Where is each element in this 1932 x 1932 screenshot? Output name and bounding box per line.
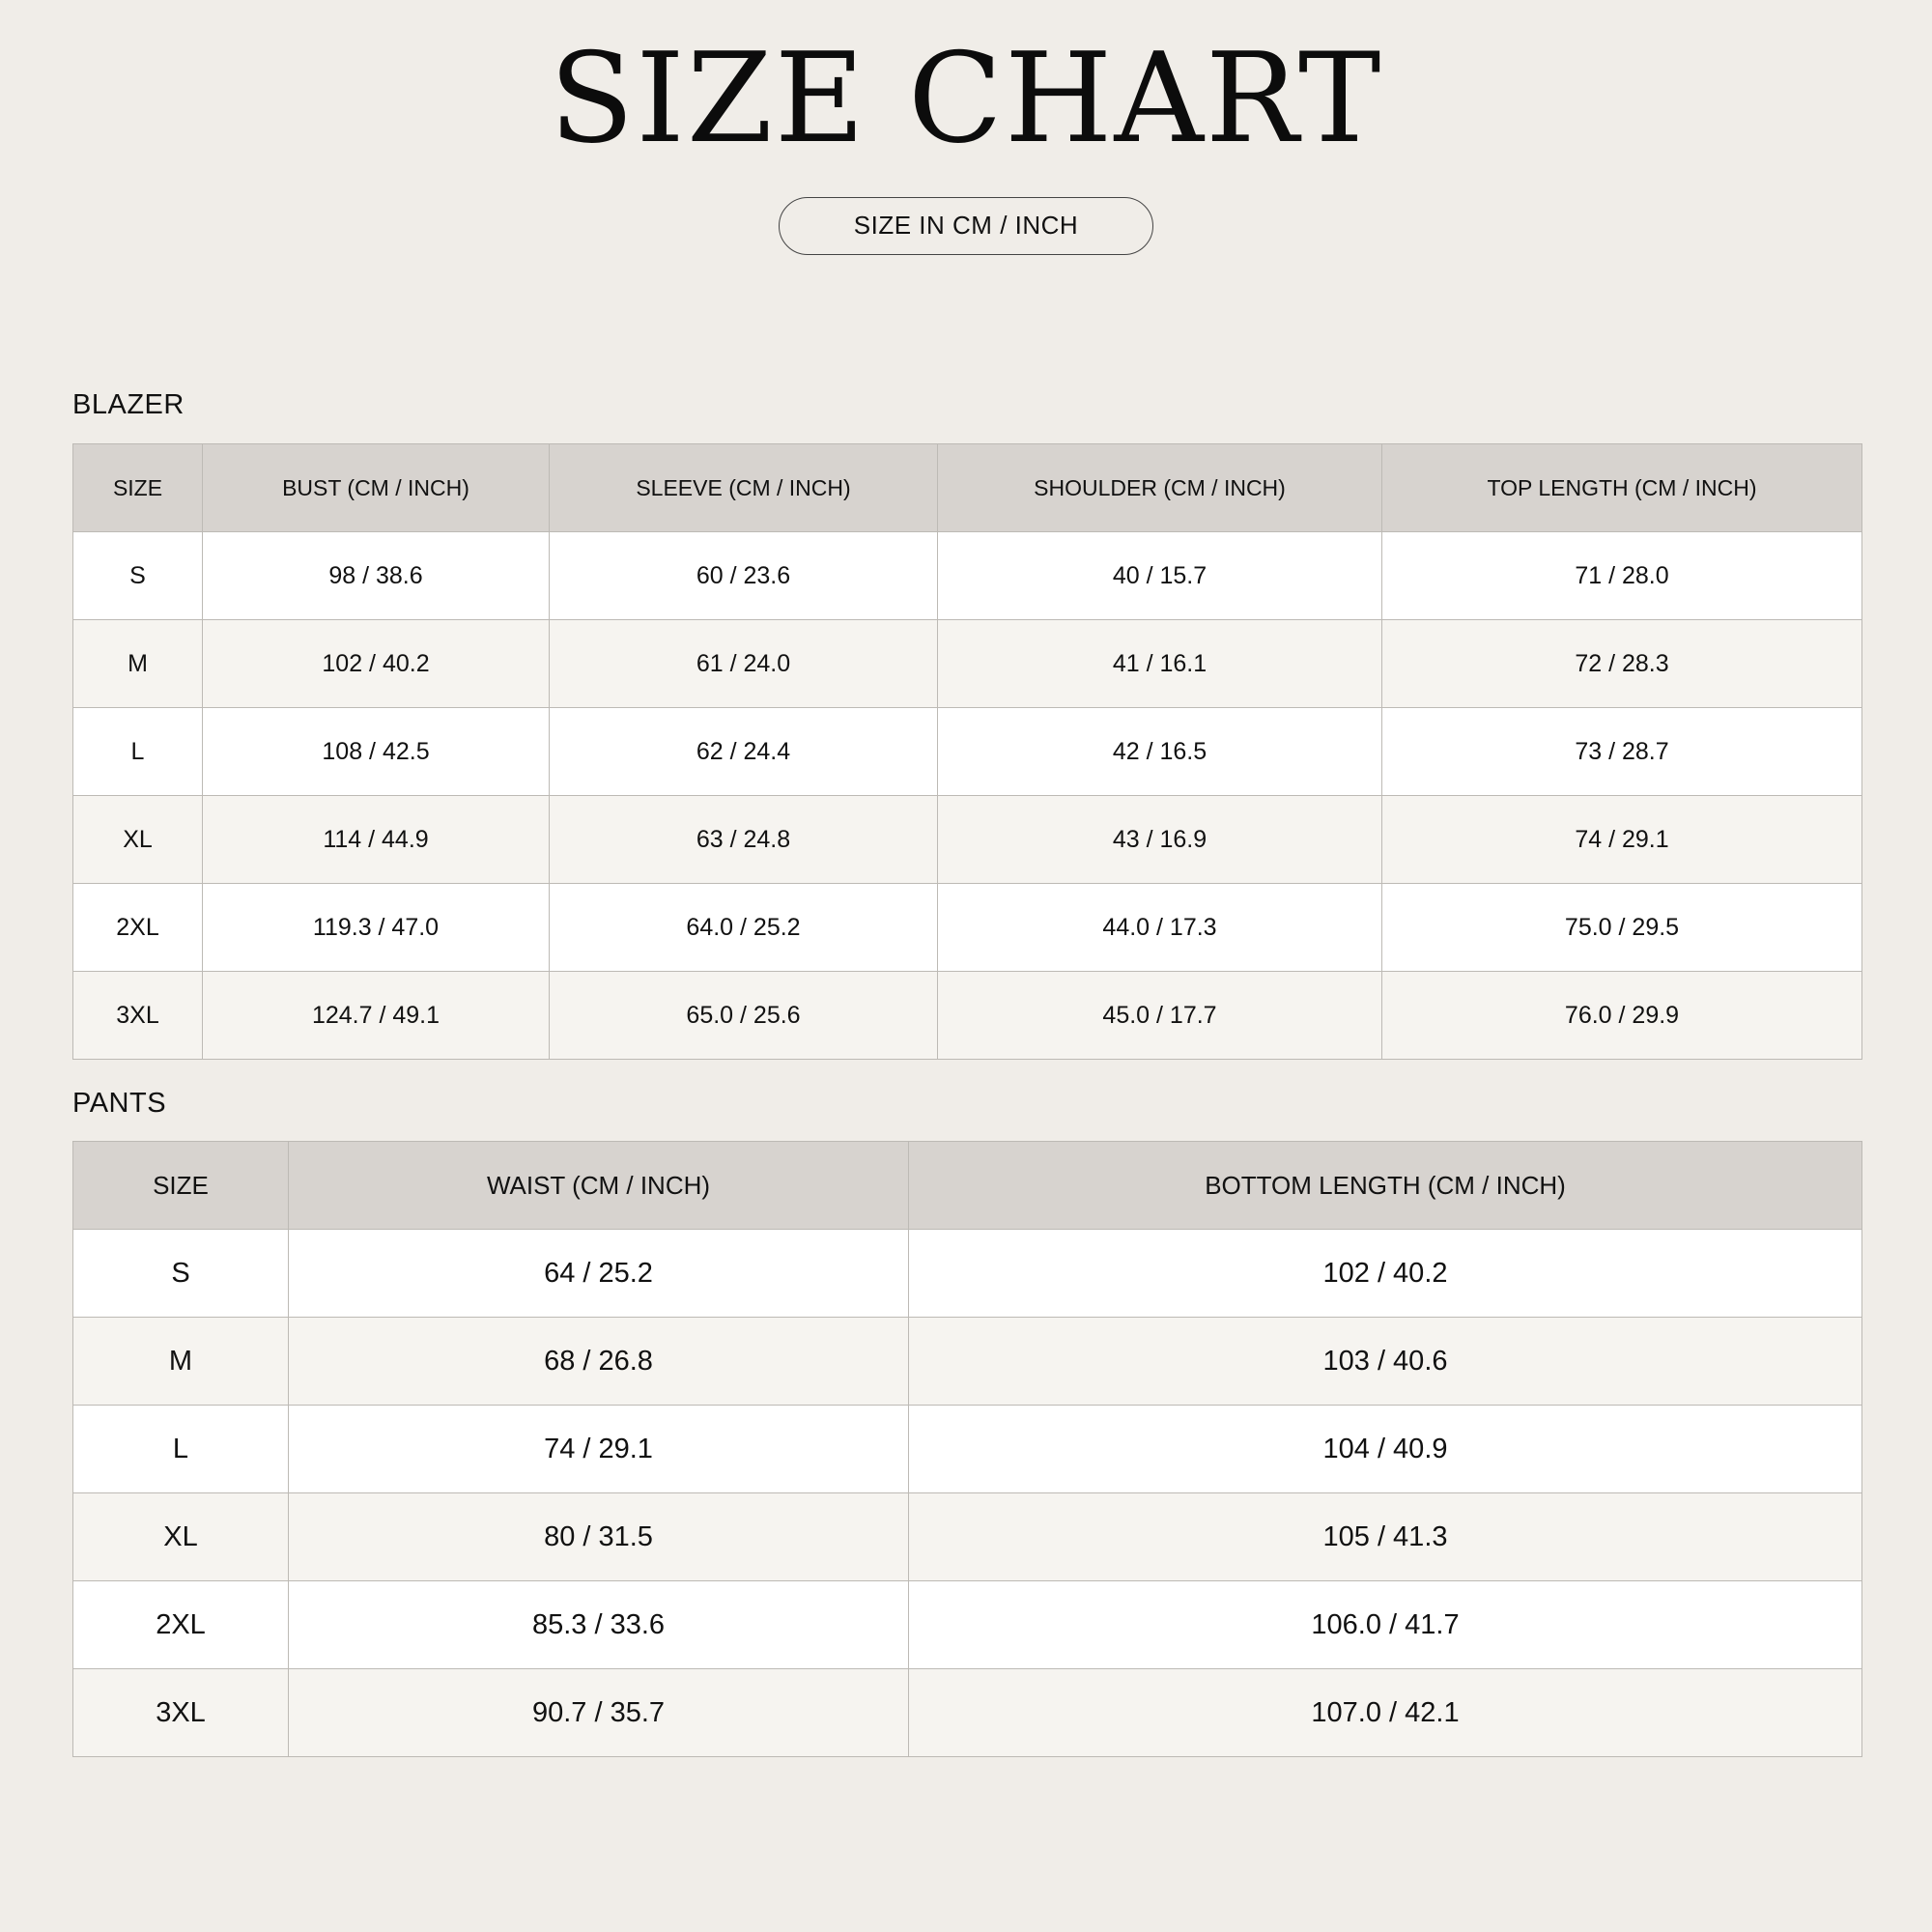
blazer-size-cell: 3XL xyxy=(73,972,203,1060)
blazer-header-top-length: TOP LENGTH (CM / INCH) xyxy=(1382,444,1862,532)
blazer-sleeve-cell: 65.0 / 25.6 xyxy=(550,972,938,1060)
unit-badge: SIZE IN CM / INCH xyxy=(779,197,1153,255)
blazer-sleeve-cell: 64.0 / 25.2 xyxy=(550,884,938,972)
blazer-section-title: BLAZER xyxy=(72,389,185,420)
blazer-sleeve-cell: 60 / 23.6 xyxy=(550,532,938,620)
pants-size-cell: 3XL xyxy=(73,1669,289,1757)
pants-size-cell: L xyxy=(73,1406,289,1493)
table-row xyxy=(73,1406,1862,1493)
pants-header-size: SIZE xyxy=(73,1142,289,1230)
table-row xyxy=(73,1669,1862,1757)
blazer-size-table xyxy=(72,443,1862,1060)
pants-bottom-length-cell: 106.0 / 41.7 xyxy=(909,1581,1862,1669)
pants-size-table xyxy=(72,1141,1862,1757)
blazer-shoulder-cell: 44.0 / 17.3 xyxy=(938,884,1382,972)
pants-bottom-length-cell: 102 / 40.2 xyxy=(909,1230,1862,1318)
pants-size-cell: 2XL xyxy=(73,1581,289,1669)
blazer-shoulder-cell: 41 / 16.1 xyxy=(938,620,1382,708)
blazer-sleeve-cell: 63 / 24.8 xyxy=(550,796,938,884)
blazer-size-cell: 2XL xyxy=(73,884,203,972)
pants-bottom-length-cell: 104 / 40.9 xyxy=(909,1406,1862,1493)
blazer-shoulder-cell: 42 / 16.5 xyxy=(938,708,1382,796)
blazer-header-bust: BUST (CM / INCH) xyxy=(203,444,550,532)
blazer-header-row xyxy=(73,444,1862,532)
table-row xyxy=(73,1581,1862,1669)
pants-waist-cell: 64 / 25.2 xyxy=(289,1230,909,1318)
pants-bottom-length-cell: 107.0 / 42.1 xyxy=(909,1669,1862,1757)
blazer-bust-cell: 119.3 / 47.0 xyxy=(203,884,550,972)
blazer-sleeve-cell: 61 / 24.0 xyxy=(550,620,938,708)
blazer-top-length-cell: 71 / 28.0 xyxy=(1382,532,1862,620)
table-row xyxy=(73,620,1862,708)
pants-waist-cell: 74 / 29.1 xyxy=(289,1406,909,1493)
pants-bottom-length-cell: 103 / 40.6 xyxy=(909,1318,1862,1406)
pants-waist-cell: 90.7 / 35.7 xyxy=(289,1669,909,1757)
table-row xyxy=(73,708,1862,796)
blazer-shoulder-cell: 43 / 16.9 xyxy=(938,796,1382,884)
pants-bottom-length-cell: 105 / 41.3 xyxy=(909,1493,1862,1581)
table-row xyxy=(73,1230,1862,1318)
table-row xyxy=(73,972,1862,1060)
pants-size-cell: XL xyxy=(73,1493,289,1581)
pants-size-cell: S xyxy=(73,1230,289,1318)
blazer-top-length-cell: 72 / 28.3 xyxy=(1382,620,1862,708)
blazer-header-sleeve: SLEEVE (CM / INCH) xyxy=(550,444,938,532)
pants-waist-cell: 68 / 26.8 xyxy=(289,1318,909,1406)
pants-section-title: PANTS xyxy=(72,1088,167,1119)
blazer-header-size: SIZE xyxy=(73,444,203,532)
blazer-size-cell: XL xyxy=(73,796,203,884)
blazer-top-length-cell: 73 / 28.7 xyxy=(1382,708,1862,796)
blazer-top-length-cell: 75.0 / 29.5 xyxy=(1382,884,1862,972)
blazer-bust-cell: 114 / 44.9 xyxy=(203,796,550,884)
blazer-bust-cell: 124.7 / 49.1 xyxy=(203,972,550,1060)
blazer-header-shoulder: SHOULDER (CM / INCH) xyxy=(938,444,1382,532)
blazer-sleeve-cell: 62 / 24.4 xyxy=(550,708,938,796)
table-row xyxy=(73,532,1862,620)
pants-header-bottom-length: BOTTOM LENGTH (CM / INCH) xyxy=(909,1142,1862,1230)
pants-waist-cell: 80 / 31.5 xyxy=(289,1493,909,1581)
table-row xyxy=(73,884,1862,972)
blazer-top-length-cell: 76.0 / 29.9 xyxy=(1382,972,1862,1060)
blazer-bust-cell: 108 / 42.5 xyxy=(203,708,550,796)
blazer-size-cell: L xyxy=(73,708,203,796)
table-row xyxy=(73,1493,1862,1581)
page-title: SIZE CHART xyxy=(549,27,1383,171)
table-row xyxy=(73,796,1862,884)
pants-header-row xyxy=(73,1142,1862,1230)
blazer-shoulder-cell: 40 / 15.7 xyxy=(938,532,1382,620)
blazer-bust-cell: 102 / 40.2 xyxy=(203,620,550,708)
blazer-bust-cell: 98 / 38.6 xyxy=(203,532,550,620)
pants-waist-cell: 85.3 / 33.6 xyxy=(289,1581,909,1669)
blazer-top-length-cell: 74 / 29.1 xyxy=(1382,796,1862,884)
blazer-shoulder-cell: 45.0 / 17.7 xyxy=(938,972,1382,1060)
blazer-size-cell: M xyxy=(73,620,203,708)
blazer-size-cell: S xyxy=(73,532,203,620)
pants-header-waist: WAIST (CM / INCH) xyxy=(289,1142,909,1230)
table-row xyxy=(73,1318,1862,1406)
pants-size-cell: M xyxy=(73,1318,289,1406)
